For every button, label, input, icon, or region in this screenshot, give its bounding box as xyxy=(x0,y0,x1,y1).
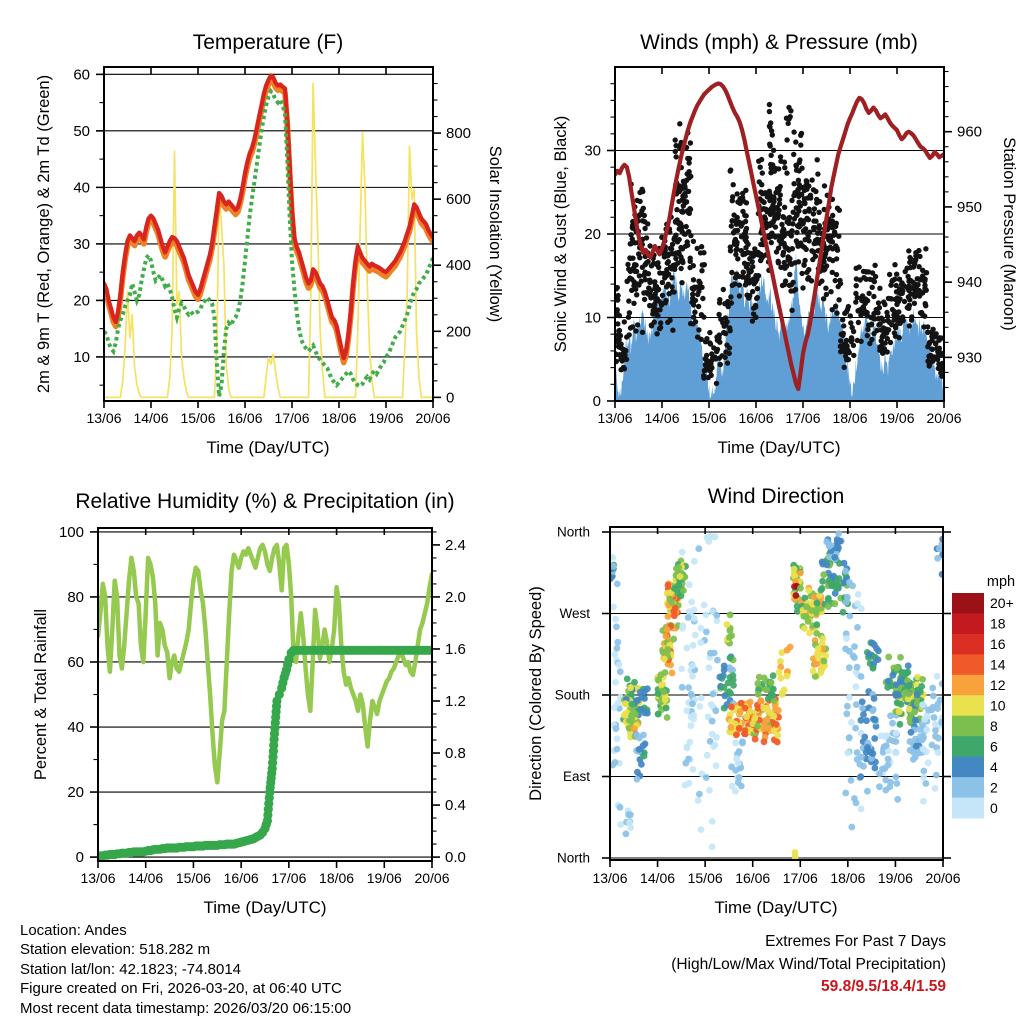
x-tick-label: 19/06 xyxy=(366,870,402,886)
y-tick-label: 20 xyxy=(73,292,90,310)
x-tick-label: 17/06 xyxy=(274,410,310,426)
x-tick-label: 13/06 xyxy=(80,870,116,886)
colorbar-segment xyxy=(952,716,984,737)
y-axis-title-right: Solar Insolation (Yellow) xyxy=(486,145,504,323)
y-axis-title-left: Direction (Colored By Speed) xyxy=(527,586,545,801)
x-tick-label: 19/06 xyxy=(877,870,913,886)
x-tick-label: 17/06 xyxy=(271,870,307,886)
y-tick-label: 10 xyxy=(73,348,90,366)
y-tick-label: 0 xyxy=(446,389,455,407)
direction-tick-label: North xyxy=(556,850,590,866)
colorbar-segment xyxy=(952,675,984,696)
x-tick-label: 17/06 xyxy=(785,410,821,426)
x-tick-label: 15/06 xyxy=(687,870,723,886)
y-tick-label: 2.0 xyxy=(445,588,466,606)
colorbar-segment xyxy=(952,634,984,655)
colorbar-label: 0 xyxy=(990,799,998,816)
y-tick-label: 2.4 xyxy=(445,536,466,554)
y-tick-label: 0 xyxy=(592,393,601,410)
y-tick-label: 100 xyxy=(58,523,84,541)
series-total-rainfall xyxy=(93,646,436,861)
latlon-line: Station lat/lon: 42.1823; -74.8014 xyxy=(20,960,242,978)
x-tick-label: 19/06 xyxy=(368,410,404,426)
chart-humidity-precip xyxy=(32,490,466,917)
colorbar-label: 12 xyxy=(990,677,1006,694)
series-layer xyxy=(93,545,436,861)
y-axis-title-left: 2m & 9m T (Red, Orange) & 2m Td (Green) xyxy=(35,74,53,394)
y-tick-label: 60 xyxy=(67,653,84,671)
chart-wind-direction xyxy=(527,485,1015,917)
colorbar-segment xyxy=(952,777,984,798)
x-tick-label: 18/06 xyxy=(830,870,866,886)
x-tick-label: 16/06 xyxy=(735,870,771,886)
series-relative-humidity xyxy=(98,545,432,782)
extremes-subtitle: (High/Low/Max Wind/Total Precipitation) xyxy=(671,955,946,973)
y-tick-label: 1.2 xyxy=(445,693,466,711)
x-tick-label: 14/06 xyxy=(128,870,164,886)
colorbar-segment xyxy=(952,736,984,757)
x-tick-label: 20/06 xyxy=(925,870,961,886)
y-tick-label: 40 xyxy=(73,179,90,197)
extremes-summary xyxy=(671,931,946,999)
x-tick-label: 19/06 xyxy=(879,410,915,426)
x-tick-label: 14/06 xyxy=(133,410,169,426)
chart-title: Temperature (F) xyxy=(192,31,344,54)
y-tick-label: 20 xyxy=(584,226,601,243)
chart-title: Wind Direction xyxy=(707,485,845,508)
plot-frame xyxy=(104,67,433,401)
y-tick-label: 930 xyxy=(957,349,983,367)
colorbar-label: 18 xyxy=(990,615,1006,632)
colorbar-label: 14 xyxy=(990,656,1006,673)
extremes-value: 59.8/9.5/18.4/1.59 xyxy=(821,978,946,995)
location-line: Location: Andes xyxy=(20,922,127,939)
y-tick-label: 940 xyxy=(957,274,983,292)
speed-colorbar xyxy=(952,574,1015,819)
y-tick-label: 960 xyxy=(957,123,983,141)
y-tick-label: 0.4 xyxy=(445,797,466,815)
chart-winds-pressure xyxy=(552,31,1018,457)
x-tick-label: 20/06 xyxy=(415,410,451,426)
colorbar-label: 8 xyxy=(990,717,998,734)
direction-tick-label: North xyxy=(556,524,590,540)
x-axis-title: Time (Day/UTC) xyxy=(714,898,838,917)
y-tick-label: 40 xyxy=(67,719,84,737)
x-tick-label: 13/06 xyxy=(86,410,122,426)
colorbar-segment xyxy=(952,613,984,634)
x-tick-label: 13/06 xyxy=(597,410,633,426)
x-tick-label: 20/06 xyxy=(414,870,450,886)
y-tick-label: 1.6 xyxy=(445,640,466,658)
colorbar-segment xyxy=(952,798,984,819)
timestamp-line: Most recent data timestamp: 2026/03/20 06:15:00 xyxy=(20,999,352,1017)
x-axis-title: Time (Day/UTC) xyxy=(203,898,327,917)
y-tick-label: 0.0 xyxy=(445,849,466,867)
y-tick-label: 950 xyxy=(957,198,983,216)
colorbar-title: mph xyxy=(986,574,1016,590)
y-tick-label: 800 xyxy=(446,125,472,143)
colorbar-label: 10 xyxy=(990,697,1006,714)
y-tick-label: 600 xyxy=(446,191,472,209)
colorbar-segment xyxy=(952,654,984,675)
x-tick-label: 18/06 xyxy=(321,410,357,426)
x-tick-label: 17/06 xyxy=(782,870,818,886)
x-tick-label: 18/06 xyxy=(832,410,868,426)
y-tick-label: 10 xyxy=(584,309,601,327)
x-tick-label: 16/06 xyxy=(223,870,259,886)
y-tick-label: 60 xyxy=(73,66,90,84)
x-axis-title: Time (Day/UTC) xyxy=(717,438,841,457)
chart-temperature xyxy=(35,31,504,457)
colorbar-label: 4 xyxy=(990,758,998,775)
x-tick-label: 15/06 xyxy=(180,410,216,426)
station-metadata xyxy=(20,921,351,1018)
direction-tick-label: East xyxy=(562,769,590,784)
x-axis-title: Time (Day/UTC) xyxy=(206,438,330,457)
y-tick-label: 30 xyxy=(73,235,90,253)
direction-tick-label: South xyxy=(554,687,590,703)
x-tick-label: 18/06 xyxy=(319,870,355,886)
colorbar-segment xyxy=(952,695,984,716)
direction-tick-label: West xyxy=(559,606,590,621)
x-tick-label: 15/06 xyxy=(175,870,211,886)
chart-title: Relative Humidity (%) & Precipitation (in) xyxy=(75,490,455,513)
y-axis-title-left: Sonic Wind & Gust (Blue, Black) xyxy=(552,115,570,353)
x-tick-label: 15/06 xyxy=(691,410,727,426)
x-tick-label: 13/06 xyxy=(592,870,628,886)
y-axis-title-left: Percent & Total Rainfall xyxy=(32,608,50,781)
y-tick-label: 50 xyxy=(73,122,90,140)
colorbar-segment xyxy=(952,593,984,614)
extremes-title: Extremes For Past 7 Days xyxy=(765,933,946,950)
y-tick-label: 30 xyxy=(584,142,601,160)
y-tick-label: 0 xyxy=(75,849,84,867)
y-tick-label: 400 xyxy=(446,257,472,275)
colorbar-segment xyxy=(952,757,984,778)
y-tick-label: 80 xyxy=(67,588,84,606)
y-tick-label: 200 xyxy=(446,323,472,341)
x-tick-label: 14/06 xyxy=(644,410,680,426)
y-axis-title-right: Station Pressure (Maroon) xyxy=(1000,137,1018,331)
chart-title: Winds (mph) & Pressure (mb) xyxy=(640,31,918,54)
x-tick-label: 14/06 xyxy=(640,870,676,886)
x-tick-label: 16/06 xyxy=(738,410,774,426)
created-line: Figure created on Fri, 2026-03-20, at 06:40 UTC xyxy=(20,980,342,998)
colorbar-label: 16 xyxy=(990,636,1006,653)
elevation-line: Station elevation: 518.282 m xyxy=(20,941,211,959)
colorbar-label: 20+ xyxy=(990,595,1014,612)
x-tick-label: 16/06 xyxy=(227,410,263,426)
y-tick-label: 20 xyxy=(67,784,84,802)
x-tick-label: 20/06 xyxy=(926,410,962,426)
colorbar-label: 2 xyxy=(990,779,998,796)
colorbar-label: 6 xyxy=(990,738,998,755)
series-layer xyxy=(104,76,433,398)
y-tick-label: 0.8 xyxy=(445,745,466,763)
series-2m-temperature xyxy=(104,76,433,359)
